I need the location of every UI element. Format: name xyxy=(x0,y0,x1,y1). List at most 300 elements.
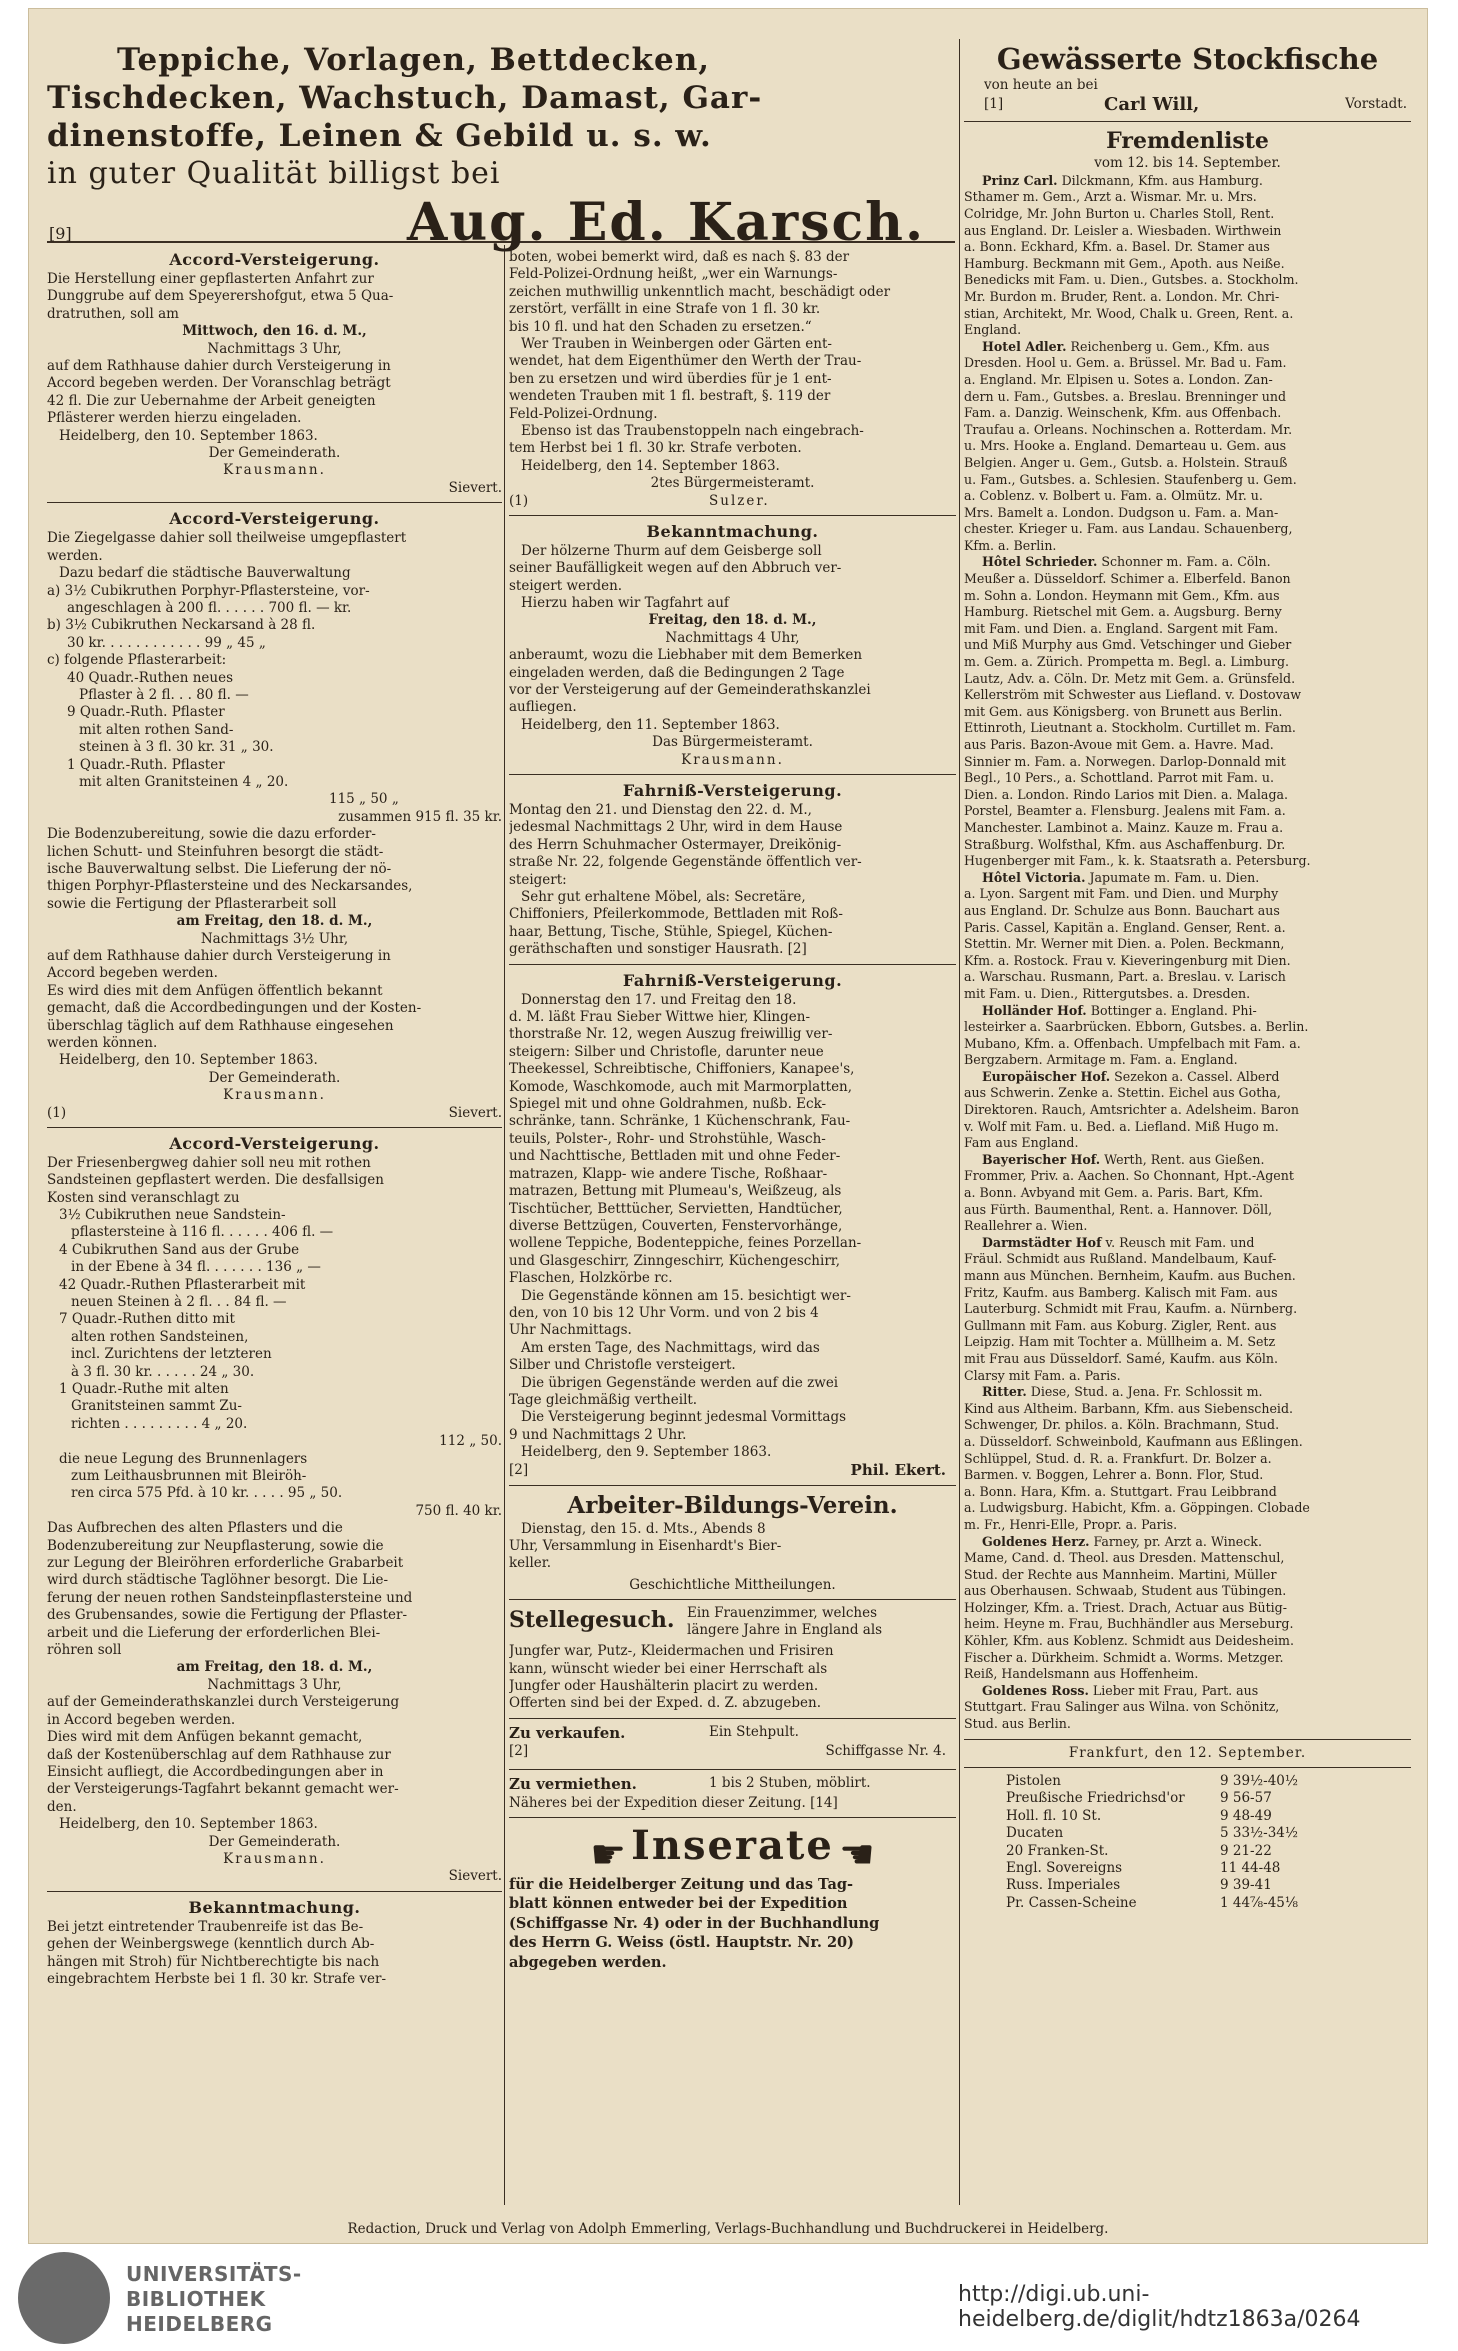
bekannt2-title: Bekanntmachung. xyxy=(646,521,819,541)
text-line: anberaumt, wozu die Liebhaber mit dem Bemerken xyxy=(509,647,863,664)
text-line: abgegeben werden. xyxy=(509,1953,667,1971)
text-line: arbeit und die Lieferung der erforderlichen Blei- xyxy=(47,1624,381,1641)
text-line: Heidelberg, den 14. September 1863. xyxy=(521,457,780,474)
rate-row xyxy=(1006,1877,1302,1894)
fremdenliste-line: mit Fam. u. Dien., Rittergutsbes. a. Dresden. xyxy=(964,985,1251,1001)
fremdenliste-line: a. Lyon. Sargent mit Fam. und Dien. und Murphy xyxy=(964,886,1279,902)
rate-value: 9 39½-40½ xyxy=(1220,1773,1298,1790)
text-line: Krausmann. xyxy=(223,462,326,479)
fremdenliste-line: Gullmann mit Fam. aus Koburg. Zigler, Rent. aus xyxy=(964,1317,1277,1333)
fremdenliste-line: mann aus München. Bernheim, Kaufm. aus Buchen. xyxy=(964,1268,1296,1283)
karsch-line: Tischdecken, Wachstuch, Damast, Gar- xyxy=(47,80,763,116)
text-line: Nachmittags 3½ Uhr, xyxy=(200,930,349,947)
verkaufen-text: Ein Stehpult. xyxy=(709,1723,799,1740)
fremdenliste-line: a. Ludwigsburg. Habicht, Kfm. a. Göppingen. Clobade xyxy=(964,1500,1310,1516)
text-line: am Freitag, den 18. d. M., xyxy=(176,1659,373,1676)
fremdenliste-title: Fremdenliste xyxy=(1106,128,1269,155)
text-line: Die Herstellung einer gepflasterten Anfahrt zur xyxy=(47,271,374,287)
karsch-line: dinenstoffe, Leinen & Gebild u. s. w. xyxy=(47,118,712,154)
fremdenliste-line: Reallehrer a. Wien. xyxy=(964,1218,1088,1234)
text-line: Feld-Polizei-Ordnung heißt, „wer ein Warnungs- xyxy=(509,266,838,283)
fremdenliste-line: Hamburg. Beckmann mit Gem., Apoth. aus Neiße. xyxy=(964,255,1285,271)
text-line: b) 3½ Cubikruthen Neckarsand à 28 fl. xyxy=(47,617,316,634)
fremdenliste-line: Köhler, Kfm. aus Koblenz. Schmidt aus Deidesheim. xyxy=(964,1633,1295,1649)
text-line: thigen Porphyr-Pflastersteine und des Neckarsandes, xyxy=(47,878,413,895)
separator xyxy=(509,515,956,516)
column-rule xyxy=(959,39,960,2205)
text-line: Der Friesenbergweg dahier soll neu mit rothen xyxy=(47,1154,371,1171)
text-line: in der Ebene à 34 fl. . . . . . . 136 „ — xyxy=(71,1259,321,1276)
fremdenliste-line: Leipzig. Ham mit Tochter a. Müllheim a. M. Setz xyxy=(964,1334,1276,1350)
rate-value: 5 33½-34½ xyxy=(1220,1825,1298,1842)
text-line: steigert: xyxy=(509,871,567,888)
fremdenliste-line: Ettinroth, Lieutnant a. Stockholm. Curtillet m. Fam. xyxy=(964,720,1296,736)
text-line: wendeten Trauben mit 1 fl. bestraft, §. 119 der xyxy=(509,388,831,405)
text-line: Bei jetzt eintretender Traubenreife ist das Be- xyxy=(47,1918,364,1935)
text-line: der Versteigerungs-Tagfahrt bekannt gemacht wer- xyxy=(47,1781,399,1798)
fremdenliste-line: Dresden. Hool u. Gem. a. Brüssel. Mr. Bad u. Fam. xyxy=(964,355,1287,371)
verkaufen-addr: Schiffgasse Nr. 4. xyxy=(825,1742,946,1759)
fremdenliste-line: Mr. Burdon m. Bruder, Rent. a. London. Mr. Chri- xyxy=(964,288,1280,304)
rate-currency: Pr. Cassen-Scheine xyxy=(1006,1894,1137,1911)
text-line: des Grubensandes, sowie die Fertigung der Pflaster- xyxy=(47,1607,408,1624)
text-line: und Glasgeschirr, Zinngeschirr, Küchengeschirr, xyxy=(509,1252,841,1269)
separator xyxy=(509,774,956,775)
hotel-name: Darmstädter Hof xyxy=(982,1234,1102,1250)
fremdenliste-line: lesteirker a. Saarbrücken. Ebborn, Gutsbes. a. Berlin. xyxy=(964,1019,1309,1035)
text-line: zusammen 915 fl. 35 kr. xyxy=(338,808,502,825)
text-line: eingebrachtem Herbste bei 1 fl. 30 kr. Strafe ver- xyxy=(47,1970,387,1987)
text-line: die neue Legung des Brunnenlagers xyxy=(59,1450,308,1467)
rate-currency: Preußische Friedrichsd'or xyxy=(1006,1790,1185,1807)
text-line: Chiffoniers, Pfeilerkommode, Bettladen mit Roß- xyxy=(509,906,843,923)
rate-currency: 20 Franken-St. xyxy=(1006,1842,1109,1859)
fremdenliste-line: Fritz, Kaufm. aus Bamberg. Kalisch mit Fam. aus xyxy=(964,1284,1278,1300)
text-line: den. xyxy=(47,1798,77,1815)
fremdenliste-line: aus Oberhausen. Schwaab, Student aus Tübingen. xyxy=(964,1583,1287,1599)
rate-currency: Holl. fl. 10 St. xyxy=(1006,1807,1102,1824)
text-line: gemacht, daß die Accordbedingungen und der Kosten- xyxy=(47,1000,422,1017)
text-line: längere Jahre in England als xyxy=(687,1622,883,1639)
column-left xyxy=(47,249,502,2211)
separator xyxy=(47,502,502,503)
text-line: lichen Schutt- und Steinfuhren besorgt die städt- xyxy=(47,843,384,860)
separator xyxy=(964,1739,1411,1740)
text-line: Heidelberg, den 10. September 1863. xyxy=(59,1816,318,1833)
text-line: 2tes Bürgermeisteramt. xyxy=(650,475,815,492)
text-line: werden. xyxy=(47,547,103,564)
text-line: richten . . . . . . . . . 4 „ 20. xyxy=(71,1415,248,1432)
text-line: Das Aufbrechen des alten Pflasters und die xyxy=(47,1520,343,1537)
fremdenliste-line: Reiß, Handelsmann aus Hoffenheim. xyxy=(964,1666,1199,1682)
text-line: Der hölzerne Thurm auf dem Geisberge soll xyxy=(521,542,822,559)
text-line: Wer Trauben in Weinbergen oder Gärten ent- xyxy=(521,336,832,353)
text-line: ren circa 575 Pfd. à 10 kr. . . . . 95 „ 50. xyxy=(71,1485,343,1502)
text-line: Dunggrube auf dem Speyerershofgut, etwa 5 Qua- xyxy=(47,288,394,305)
karsch-name: Aug. Ed. Karsch. xyxy=(407,192,926,253)
fremdenliste-line: a. Bonn. Hara, Kfm. a. Stuttgart. Frau Leibbrand xyxy=(964,1483,1277,1499)
fremdenliste-line: Schwenger, Dr. philos. a. Köln. Brachmann, Stud. xyxy=(964,1417,1280,1433)
fremdenliste-line: Traufau a. Orleans. Nochinschen a. Rotterdam. Mr. xyxy=(964,421,1293,437)
fremdenliste-line: Porstel, Beamter a. Flensburg. Jealens mit Fam. a. xyxy=(964,803,1286,819)
text-line: sowie die Fertigung der Pflasterarbeit soll xyxy=(47,895,337,912)
fremdenliste-line: Sinnier m. Fam. a. Norwegen. Darlop-Donnald mit xyxy=(964,753,1286,769)
text-line: straße Nr. 22, folgende Gegenstände öffentlich ver- xyxy=(509,854,862,871)
text-line: und Nachttische, Bettladen mit und ohne Feder- xyxy=(509,1148,841,1165)
fremdenliste-lines xyxy=(964,173,1411,1733)
hotel-name: Prinz Carl. xyxy=(982,172,1058,188)
fremdenliste-line: aus England. Dr. Schulze aus Bonn. Bauchart aus xyxy=(964,902,1280,918)
rate-currency: Ducaten xyxy=(1006,1825,1064,1842)
karsch-ad xyxy=(47,41,955,253)
fremdenliste-line: Stuttgart. Frau Salinger aus Wilna. von Schönitz, xyxy=(964,1699,1280,1715)
stockfische-place: Vorstadt. xyxy=(1345,96,1407,113)
text-line: 30 kr. . . . . . . . . . . . 99 „ 45 „ xyxy=(67,634,266,651)
text-line: zum Leithausbrunnen mit Bleiröh- xyxy=(71,1468,307,1484)
text-line: Sehr gut erhaltene Möbel, als: Secretäre, xyxy=(521,889,806,905)
text-line: Pflästerer werden hierzu eingeladen. xyxy=(47,410,302,427)
separator xyxy=(509,1599,956,1600)
text-line: Näheres bei der Expedition dieser Zeitung. [14] xyxy=(509,1794,838,1811)
fremdenliste-line: Fam aus England. xyxy=(964,1135,1079,1151)
vermiethen-title: Zu vermiethen. xyxy=(509,1774,637,1793)
text-line: haar, Bettung, Tische, Stühle, Spiegel, Küchen- xyxy=(509,923,833,940)
fremdenliste-line: m. Gem. a. Zürich. Prompetta m. Begl. a. Limburg. xyxy=(964,654,1290,670)
fremdenliste-line: a. Warschau. Rusmann, Part. a. Breslau. v. Larisch xyxy=(964,969,1286,985)
fremdenliste-line: mit Gem. aus Königsberg. von Brunett aus Berlin. xyxy=(964,703,1283,719)
separator xyxy=(509,1718,956,1719)
text-line: à 3 fl. 30 kr. . . . . . 24 „ 30. xyxy=(71,1363,255,1380)
fremdenliste-line: Ritter. Diese, Stud. a. Jena. Fr. Schlossit m. xyxy=(982,1384,1263,1400)
text-line: Bodenzubereitung zur Neupflasterung, sowie die xyxy=(47,1537,384,1554)
source-url-link[interactable]: http://digi.ub.uni-heidelberg.de/diglit/hdtz1863a/0264 xyxy=(958,2282,1361,2332)
text-line: dratruthen, soll am xyxy=(47,305,179,322)
fremdenliste-line: Hotel Adler. Reichenberg u. Gem., Kfm. aus xyxy=(982,338,1270,354)
text-line: Die Ziegelgasse dahier soll theilweise umgepflastert xyxy=(47,530,407,547)
text-line: ische Bauverwaltung selbst. Die Lieferung der nö- xyxy=(47,861,392,877)
fremdenliste-line: Direktoren. Rauch, Amtsrichter a. Adelsheim. Baron xyxy=(964,1102,1299,1118)
text-line: Krausmann. xyxy=(223,1850,326,1867)
text-line: Spiegel mit und ohne Goldrahmen, nußb. Eck- xyxy=(509,1096,827,1113)
hotel-name: Ritter. xyxy=(982,1384,1027,1400)
text-line: zur Legung der Bleiröhren erforderliche Grabarbeit xyxy=(47,1555,404,1572)
fremdenliste-line: Hôtel Victoria. Japumate m. Fam. u. Dien. xyxy=(982,869,1260,885)
text-line: Phil. Ekert. xyxy=(850,1460,946,1479)
text-line: Donnerstag den 17. und Freitag den 18. xyxy=(521,991,797,1008)
text-line: (1) xyxy=(47,1104,67,1121)
fremdenliste-line: Lauterburg. Schmidt mit Frau, Kaufm. a. Nürnberg. xyxy=(964,1301,1298,1317)
fremdenliste-line: Mame, Cand. d. Theol. aus Dresden. Mattenschul, xyxy=(964,1550,1285,1566)
text-line: thorstraße Nr. 12, wegen Auszug freiwillig ver- xyxy=(509,1026,833,1043)
separator xyxy=(509,1817,956,1818)
rate-value: 9 21-22 xyxy=(1220,1842,1272,1859)
stockfische-name: Carl Will, xyxy=(1104,94,1200,116)
hotel-name: Hôtel Victoria. xyxy=(982,869,1086,885)
text-line: von heute an bei xyxy=(984,77,1098,93)
text-line: Sievert. xyxy=(448,479,502,496)
column-rule xyxy=(504,245,505,2205)
rate-row xyxy=(1006,1843,1302,1860)
rate-value: 9 56-57 xyxy=(1220,1790,1272,1807)
fremdenliste-line: Clarsy mit Fam. a. Paris. xyxy=(964,1367,1121,1383)
fremdenliste-line: aus Fürth. Baumenthal, Rent. a. Hannover. Döll, xyxy=(964,1201,1273,1217)
text-line: hängen mit Stroh) für Nichtberechtigte bis nach xyxy=(47,1953,380,1970)
fremdenliste-line: u. Mrs. Hooke a. England. Demarteau u. Gem. aus xyxy=(964,438,1287,454)
text-line: 4 Cubikruthen Sand aus der Grube xyxy=(59,1241,300,1258)
text-line: neuen Steinen à 2 fl. . . 84 fl. — xyxy=(71,1293,287,1310)
text-line: [2] xyxy=(509,1461,529,1478)
fremdenliste-line: mit Fam. und Dien. a. England. Sargent mit Fam. xyxy=(964,620,1279,636)
text-line: in Accord begeben werden. xyxy=(47,1711,236,1728)
logo-line: HEIDELBERG xyxy=(126,2312,273,2336)
accord3-title: Accord-Versteigerung. xyxy=(169,1133,380,1153)
separator xyxy=(964,121,1411,122)
text-line: wollene Teppiche, Bodenteppiche, feines Porzellan- xyxy=(509,1235,862,1252)
separator xyxy=(47,1127,502,1128)
text-line: steinen à 3 fl. 30 kr. 31 „ 30. xyxy=(79,739,274,756)
text-line: 1 Quadr.-Ruthe mit alten xyxy=(59,1380,229,1397)
text-line: Geschichtliche Mittheilungen. xyxy=(629,1576,836,1593)
text-line: Der Gemeinderath. xyxy=(208,1833,341,1850)
fremdenliste-line: Holzinger, Kfm. a. Triest. Drach, Actuar aus Bütig- xyxy=(964,1599,1287,1615)
text-line: Krausmann. xyxy=(681,751,784,768)
text-line: 40 Quadr.-Ruthen neues xyxy=(67,669,233,686)
fremdenliste-line: Holländer Hof. Bottinger a. England. Phi- xyxy=(982,1002,1257,1018)
rate-row xyxy=(1006,1860,1302,1877)
separator xyxy=(47,1891,502,1892)
rate-row xyxy=(1006,1808,1302,1825)
separator xyxy=(509,1769,956,1770)
stockfische-title: Gewässerte Stockfische xyxy=(996,42,1379,76)
text-line: mit alten rothen Sand- xyxy=(79,721,234,738)
fremdenliste-line: Bergzabern. Armitage m. Fam. a. England. xyxy=(964,1052,1238,1068)
text-line: auf dem Rathhause dahier durch Versteigerung in xyxy=(47,358,391,375)
text-line: Sievert. xyxy=(448,1104,502,1121)
column-right xyxy=(964,41,1411,2211)
text-line: wendet, hat dem Eigenthümer den Werth der Trau- xyxy=(509,353,862,370)
text-line: matrazen, Klapp- wie andere Tische, Roßhaar- xyxy=(509,1165,828,1182)
vermiethen-text: 1 bis 2 Stuben, möblirt. xyxy=(709,1774,871,1791)
rate-currency: Russ. Imperiales xyxy=(1006,1877,1121,1894)
fremdenliste-line: Sthamer m. Gem., Arzt a. Wismar. Mr. u. Mrs. xyxy=(964,189,1257,205)
fremdenliste-line: Hamburg. Rietschel mit Gem. a. Augsburg. Berny xyxy=(964,604,1282,620)
text-line: Granitsteinen sammt Zu- xyxy=(71,1398,242,1415)
text-line: aufliegen. xyxy=(509,699,577,716)
fremdenliste-subtitle: vom 12. bis 14. September. xyxy=(1094,155,1281,172)
text-line: Tischtücher, Betttücher, Servietten, Handtücher, xyxy=(509,1200,843,1217)
verkaufen-title: Zu verkaufen. xyxy=(509,1723,626,1742)
text-line: Silber und Christofle versteigert. xyxy=(509,1357,736,1374)
fremdenliste-line: u. Fam., Gutsbes. a. Schlesien. Staufenberg u. Gem. xyxy=(964,471,1297,487)
fremdenliste-line: Kellerström mit Schwester aus Liefland. v. Dostovaw xyxy=(964,687,1302,703)
fremdenliste-line: stian, Architekt, Mr. Wood, Chalk u. Green, Rent. a. xyxy=(964,305,1294,321)
fremdenliste-line: Stud. der Rechte aus Mannheim. Martini, Müller xyxy=(964,1566,1277,1582)
text-line: Nachmittags 3 Uhr, xyxy=(207,1676,342,1693)
bekannt1-title: Bekanntmachung. xyxy=(188,1897,361,1917)
text-line: incl. Zurichtens der letzteren xyxy=(71,1346,272,1363)
fremdenliste-line: Bayerischer Hof. Werth, Rent. aus Gießen. xyxy=(982,1151,1265,1167)
text-line: Nachmittags 4 Uhr, xyxy=(665,629,800,646)
text-line: röhren soll xyxy=(47,1642,122,1659)
newspaper-page xyxy=(28,8,1428,2244)
text-line: vor der Versteigerung auf der Gemeinderathskanzlei xyxy=(509,681,871,698)
text-line: Mittwoch, den 16. d. M., xyxy=(182,323,367,340)
text-line: Dazu bedarf die städtische Bauverwaltung xyxy=(59,565,351,582)
text-line: des Herrn G. Weiss (östl. Hauptstr. Nr. 20) xyxy=(509,1934,854,1952)
text-line: mit alten Granitsteinen 4 „ 20. xyxy=(79,773,289,790)
hotel-name: Goldenes Ross. xyxy=(982,1682,1089,1698)
accord1-title: Accord-Versteigerung. xyxy=(169,250,380,269)
fremdenliste-line: Hugenberger mit Fam., k. k. Staatsrath a. Petersburg. xyxy=(964,853,1311,869)
fremdenliste-line: Fräul. Schmidt aus Rußland. Mandelbaum, Kauf- xyxy=(964,1251,1277,1267)
text-line: Am ersten Tage, des Nachmittags, wird das xyxy=(521,1339,820,1356)
text-line: Pflaster à 2 fl. . . 80 fl. — xyxy=(79,686,249,703)
fremdenliste-line: mit Frau aus Düsseldorf. Samé, Kaufm. aus Köln. xyxy=(964,1350,1279,1366)
text-line: Accord begeben werden. xyxy=(47,965,218,982)
text-line: Der Gemeinderath. xyxy=(208,445,341,462)
fremdenliste-line: aus England. Dr. Leisler a. Wiesbaden. Wirthwein xyxy=(964,222,1282,238)
imprint-footer: Redaction, Druck und Verlag von Adolph Emmerling, Verlags-Buchhandlung und Buchdruckerei in Heidelberg. xyxy=(347,2221,1109,2237)
text-line: Dies wird mit dem Anfügen bekannt gemacht, xyxy=(47,1729,363,1746)
fremdenliste-line: Schlüppel, Stud. d. R. a. Frankfurt. Dr. Bolzer a. xyxy=(964,1450,1272,1466)
text-line: keller. xyxy=(509,1555,552,1572)
accord2-title: Accord-Versteigerung. xyxy=(169,509,380,529)
separator xyxy=(964,1767,1411,1768)
rate-value: 11 44-48 xyxy=(1220,1860,1281,1877)
fremdenliste-line: a. England. Mr. Elpisen u. Sotes a. London. Zan- xyxy=(964,371,1273,387)
frankfurt-title: Frankfurt, den 12. September. xyxy=(1068,1744,1307,1761)
text-line: boten, wobei bemerkt wird, daß es nach §. 83 der xyxy=(509,249,850,265)
fremdenliste-line: Stettin. Mr. Werner mit Dien. a. Polen. Beckmann, xyxy=(964,936,1285,952)
fahrniss1-title: Fahrniß-Versteigerung. xyxy=(622,780,843,800)
text-line: blatt können entweder bei der Expedition xyxy=(509,1895,848,1913)
fremdenliste-line: chester. Krieger u. Fam. aus Landau. Schauenberg, xyxy=(964,521,1293,537)
text-line: Die Bodenzubereitung, sowie die dazu erforder- xyxy=(47,826,376,843)
fremdenliste-line: v. Wolf mit Fam. u. Bed. a. Liefland. Miß Hugo m. xyxy=(964,1118,1279,1134)
text-line: kann, wünscht wieder bei einer Herrschaft als xyxy=(509,1660,828,1677)
text-line: steigern: Silber und Christofle, darunter neue xyxy=(509,1043,824,1060)
fremdenliste-line: Straßburg. Wolfsthal, Kfm. aus Aschaffenburg. Dr. xyxy=(964,836,1286,852)
fremdenliste-line: Lautz, Adv. a. Cöln. Dr. Metz mit Gem. a. Grünsfeld. xyxy=(964,670,1296,686)
text-line: 3½ Cubikruthen neue Sandstein- xyxy=(59,1206,286,1223)
rate-value: 1 44⅞-45⅛ xyxy=(1220,1894,1298,1911)
text-line: Heidelberg, den 11. September 1863. xyxy=(521,716,780,733)
pointing-hand-icon: ☛ xyxy=(590,1831,627,1878)
text-line: auf der Gemeinderathskanzlei durch Versteigerung xyxy=(47,1694,400,1711)
rate-value: 9 48-49 xyxy=(1220,1807,1272,1824)
separator xyxy=(509,964,956,965)
text-line: 112 „ 50. xyxy=(439,1433,502,1450)
text-line: Jungfer war, Putz-, Kleidermachen und Frisiren xyxy=(509,1643,834,1660)
text-line: Die Versteigerung beginnt jedesmal Vormittags xyxy=(521,1409,847,1426)
text-line: Komode, Waschkomode, auch mit Marmorplatten, xyxy=(509,1078,853,1095)
text-line: zerstört, verfällt in eine Strafe von 1 fl. 30 kr. xyxy=(509,301,821,318)
stellegesuch-title: Stellegesuch. xyxy=(509,1607,675,1634)
text-line: d. M. läßt Frau Sieber Wittwe hier, Klingen- xyxy=(509,1009,811,1026)
text-line: Kosten sind veranschlagt zu xyxy=(47,1189,240,1206)
text-line: auf dem Rathhause dahier durch Versteigerung in xyxy=(47,948,391,965)
text-line: eingeladen werden, daß die Bedingungen 2 Tage xyxy=(509,664,845,681)
fremdenliste-line: m. Fr., Henri-Elle, Propr. a. Paris. xyxy=(964,1516,1178,1532)
fremdenliste-line: Kind aus Altheim. Barbann, Kfm. aus Siebenscheid. xyxy=(964,1400,1294,1416)
text-line: Ein Frauenzimmer, welches xyxy=(687,1605,878,1622)
text-line: Offerten sind bei der Exped. d. Z. abzugeben. xyxy=(509,1695,822,1712)
text-line: Die Gegenstände können am 15. besichtigt wer- xyxy=(521,1287,851,1304)
fremdenliste-line: Hôtel Schrieder. Schonner m. Fam. a. Cöln. xyxy=(982,554,1271,570)
text-line: ben zu ersetzen und wird überdies für je 1 ent- xyxy=(509,370,832,387)
text-line: gehen der Weinbergswege (kenntlich durch Ab- xyxy=(47,1936,375,1953)
fremdenliste-line: Manchester. Lambinot a. Mainz. Kauze m. Frau a. xyxy=(964,819,1284,835)
text-line: Krausmann. xyxy=(223,1087,326,1104)
rate-row xyxy=(1006,1895,1302,1912)
text-line: des Herrn Schuhmacher Ostermayer, Dreikönig- xyxy=(509,836,842,853)
hotel-name: Hotel Adler. xyxy=(982,338,1067,354)
text-line: Nachmittags 3 Uhr, xyxy=(207,340,342,357)
fremdenliste-line: Begl., 10 Pers., a. Schottland. Parrot mit Fam. u. xyxy=(964,770,1275,786)
text-line: Feld-Polizei-Ordnung. xyxy=(509,405,658,422)
fremdenliste-line: Darmstädter Hof v. Reusch mit Fam. und xyxy=(982,1234,1255,1250)
text-line: geräthschaften und sonstiger Hausrath. [2] xyxy=(509,941,807,958)
logo-line: UNIVERSITÄTS- xyxy=(126,2262,302,2286)
text-line: Das Bürgermeisteramt. xyxy=(652,734,813,751)
text-line: steigert werden. xyxy=(509,577,623,594)
text-line: c) folgende Pflasterarbeit: xyxy=(47,652,227,669)
rate-currency: Pistolen xyxy=(1006,1773,1061,1790)
text-line: a) 3½ Cubikruthen Porphyr-Pflastersteine, vor- xyxy=(47,582,370,599)
text-line: Jungfer oder Haushälterin placirt zu werden. xyxy=(509,1678,819,1695)
fremdenliste-line: Europäischer Hof. Sezekon a. Cassel. Alberd xyxy=(982,1068,1280,1084)
stockfische-ref: [1] xyxy=(984,96,1004,113)
fremdenliste-line: Meußer a. Düsseldorf. Schimer a. Elberfeld. Banon xyxy=(964,571,1291,587)
hotel-name: Holländer Hof. xyxy=(982,1002,1087,1018)
text-line: 1 Quadr.-Ruth. Pflaster xyxy=(67,756,225,773)
pointing-hand-icon: ☛ xyxy=(838,1831,875,1878)
text-line: 9 Quadr.-Ruth. Pflaster xyxy=(67,704,225,721)
text-line: alten rothen Sandsteinen, xyxy=(71,1328,249,1345)
fremdenliste-line: a. Bonn. Eckhard, Kfm. a. Basel. Dr. Stamer aus xyxy=(964,239,1270,255)
hotel-name: Europäischer Hof. xyxy=(982,1068,1111,1084)
rate-currency: Engl. Sovereigns xyxy=(1006,1860,1123,1877)
rate-row xyxy=(1006,1773,1302,1790)
fremdenliste-line: Colridge, Mr. John Burton u. Charles Stoll, Rent. xyxy=(964,206,1275,221)
text-line: Hierzu haben wir Tagfahrt auf xyxy=(521,594,729,611)
text-line: Sievert. xyxy=(448,1868,502,1885)
text-line: matrazen, Bettung mit Plumeau's, Weißzeug, als xyxy=(509,1183,842,1200)
text-line: teuils, Polster-, Rohr- und Strohstühle, Wasch- xyxy=(509,1130,826,1147)
fremdenliste-line: dern u. Fam., Gutsbes. a. Breslau. Brenninger und xyxy=(964,388,1287,404)
fremdenliste-line: Kfm. a. Rostock. Frau v. Kieveringenburg mit Dien. xyxy=(964,952,1291,968)
arbeiter-title: Arbeiter-Bildungs-Verein. xyxy=(567,1491,898,1519)
fremdenliste-line: Goldenes Ross. Lieber mit Frau, Part. aus xyxy=(982,1682,1259,1698)
text-line: Heidelberg, den 10. September 1863. xyxy=(59,1052,318,1069)
text-line: 9 und Nachmittags 2 Uhr. xyxy=(509,1426,687,1443)
text-line: Die übrigen Gegenstände werden auf die zwei xyxy=(521,1374,839,1391)
text-line: (Schiffgasse Nr. 4) oder in der Buchhandlung xyxy=(509,1914,880,1932)
exchange-rates-table xyxy=(1006,1773,1302,1912)
fremdenliste-line: heim. Heyne m. Frau, Buchhändler aus Merseburg. xyxy=(964,1616,1294,1632)
text-line: Uhr Nachmittags. xyxy=(509,1322,632,1339)
fremdenliste-line: Belgien. Anger u. Gem., Gutsb. a. Holstein. Strauß xyxy=(964,454,1288,470)
text-line: Montag den 21. und Dienstag den 22. d. M., xyxy=(509,801,812,818)
text-line: Heidelberg, den 9. September 1863. xyxy=(521,1444,772,1461)
text-line: Flaschen, Holzkörbe rc. xyxy=(509,1270,673,1287)
text-line: Freitag, den 18. d. M., xyxy=(648,612,817,629)
text-line: seiner Baufälligkeit wegen auf den Abbruch ver- xyxy=(509,560,842,577)
text-line: 750 fl. 40 kr. xyxy=(415,1502,502,1519)
fremdenliste-line: aus Schwerin. Zenke a. Stettin. Eichel aus Gotha, xyxy=(964,1085,1281,1101)
text-line: Theekessel, Schreibtische, Chiffoniers, Kanapee's, xyxy=(509,1061,855,1078)
text-line: wird durch städtische Taglöhner besorgt. Die Lie- xyxy=(47,1572,389,1589)
